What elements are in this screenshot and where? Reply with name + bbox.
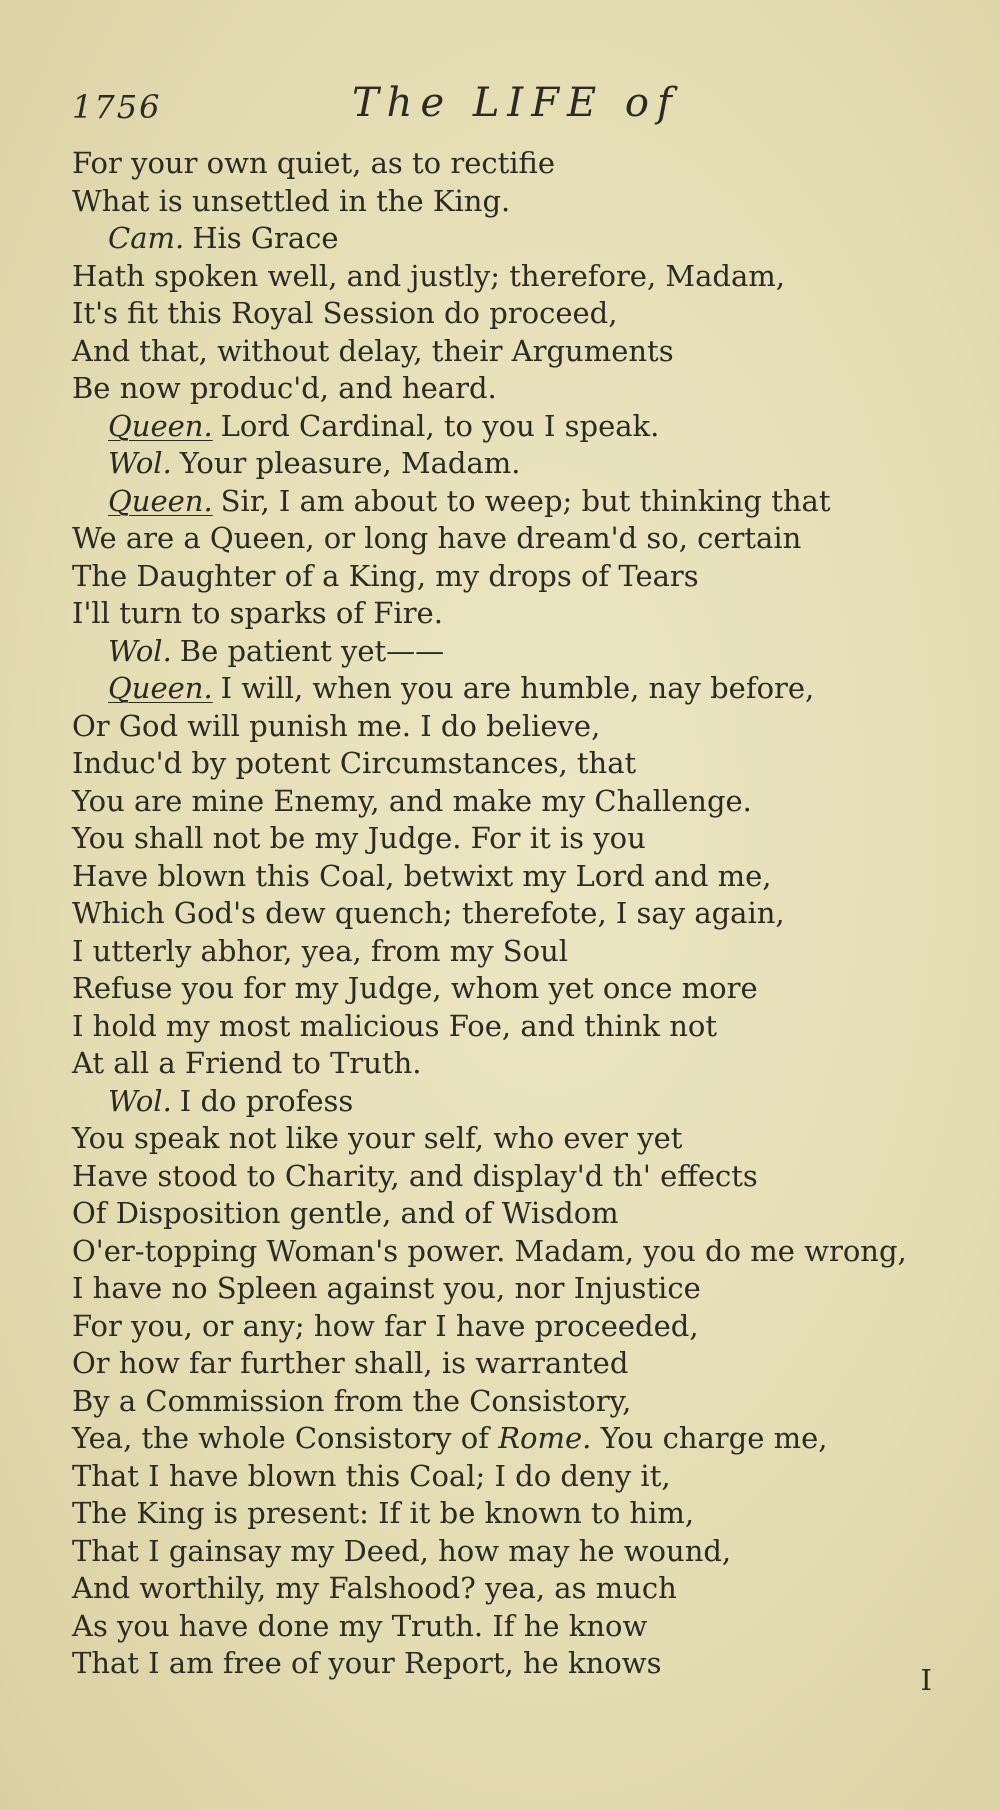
line-text: You charge me, <box>591 1421 828 1455</box>
catchword: I <box>920 1663 932 1697</box>
page-number: 1756 <box>72 88 162 126</box>
text-line <box>72 520 952 558</box>
line-text: At all a Friend to Truth. <box>72 1046 422 1080</box>
text-line <box>72 145 952 183</box>
speaker-name: Queen. <box>108 483 213 518</box>
line-text: Be now produc'd, and heard. <box>72 371 497 405</box>
line-text: That I gainsay my Deed, how may he wound, <box>72 1533 732 1568</box>
text-line <box>72 858 952 896</box>
line-text: Be patient yet—— <box>179 633 445 668</box>
text-line <box>72 295 952 333</box>
line-text: Sir, I am about to weep; but thinking that <box>220 483 831 518</box>
text-line <box>72 1345 952 1383</box>
line-text: Or God will punish me. I do believe, <box>72 708 601 743</box>
line-text: You are mine Enemy, and make my Challenge. <box>72 783 752 818</box>
text-line <box>72 1495 952 1533</box>
line-text: Which God's dew quench; therefote, I say again, <box>72 896 785 930</box>
line-text: Refuse you for my Judge, whom yet once more <box>72 971 758 1005</box>
text-line <box>72 970 952 1008</box>
text-line <box>72 1270 952 1308</box>
line-text: The Daughter of a King, my drops of Tears <box>72 558 699 593</box>
line-text: For you, or any; how far I have proceeded, <box>72 1308 699 1343</box>
line-text: Your pleasure, Madam. <box>179 446 521 480</box>
line-text: I will, when you are humble, nay before, <box>220 671 815 705</box>
text-line <box>72 1195 952 1233</box>
text-line <box>72 258 952 296</box>
text-line <box>72 1008 952 1046</box>
line-text: As you have done my Truth. If he know <box>72 1608 648 1643</box>
line-text: I hold my most malicious Foe, and think not <box>72 1008 717 1043</box>
speaker-name: Cam. <box>108 221 185 255</box>
text-line <box>72 783 952 821</box>
text-line <box>72 1233 952 1271</box>
speaker-name: Queen. <box>108 671 213 705</box>
text-line <box>72 1608 952 1646</box>
text-line <box>72 445 952 483</box>
text-line <box>72 1158 952 1196</box>
line-text: Have stood to Charity, and display'd th' effects <box>72 1158 758 1193</box>
line-text: You shall not be my Judge. For it is you <box>72 821 646 855</box>
text-line <box>72 370 952 408</box>
line-text: I have no Spleen against you, nor Injustice <box>72 1271 701 1305</box>
italic-word: Rome. <box>498 1421 592 1455</box>
line-text: That I have blown this Coal; I do deny it, <box>72 1458 671 1493</box>
text-line <box>72 1570 952 1608</box>
text-line <box>72 633 952 671</box>
line-text: Yea, the whole Consistory of <box>72 1421 499 1455</box>
line-text: I utterly abhor, yea, from my Soul <box>72 933 569 968</box>
line-text: His Grace <box>192 221 339 255</box>
text-line <box>72 333 952 371</box>
text-line <box>72 820 952 858</box>
running-title: The LIFE of <box>352 80 680 126</box>
text-line <box>72 933 952 971</box>
text-line <box>72 1045 952 1083</box>
line-text: Of Disposition gentle, and of Wisdom <box>72 1196 619 1230</box>
text-line <box>72 708 952 746</box>
text-line <box>72 1120 952 1158</box>
text-line <box>72 1458 952 1496</box>
text-line <box>72 183 952 221</box>
line-text: I'll turn to sparks of Fire. <box>72 596 443 630</box>
line-text: And worthily, my Falshood? yea, as much <box>72 1571 677 1605</box>
text-line <box>72 1383 952 1421</box>
line-text: What is unsettled in the King. <box>72 183 511 218</box>
text-line <box>72 595 952 633</box>
text-line <box>72 745 952 783</box>
text-line <box>72 1308 952 1346</box>
line-text: Lord Cardinal, to you I speak. <box>220 408 660 443</box>
speaker-name: Queen. <box>108 408 213 443</box>
line-text: Hath spoken well, and justly; therefore, Madam, <box>72 258 785 293</box>
text-line <box>72 670 952 708</box>
line-text: You speak not like your self, who ever yet <box>72 1121 683 1155</box>
line-text: That I am free of your Report, he knows <box>72 1646 662 1680</box>
play-text <box>72 145 952 1683</box>
page-header <box>72 80 680 130</box>
line-text: Have blown this Coal, betwixt my Lord and me, <box>72 858 772 893</box>
text-line <box>72 895 952 933</box>
speaker-name: Wol. <box>108 1083 172 1118</box>
line-text: Or how far further shall, is warranted <box>72 1346 629 1380</box>
line-text: By a Commission from the Consistory, <box>72 1383 632 1418</box>
text-line <box>72 220 952 258</box>
line-text: And that, without delay, their Arguments <box>72 333 674 368</box>
speaker-name: Wol. <box>108 446 172 480</box>
line-text: O'er-topping Woman's power. Madam, you do me wrong, <box>72 1233 907 1268</box>
line-text: For your own quiet, as to rectifie <box>72 146 556 180</box>
line-text: I do profess <box>179 1083 354 1118</box>
text-line <box>72 558 952 596</box>
speaker-name: Wol. <box>108 633 172 668</box>
line-text: We are a Queen, or long have dream'd so, certain <box>72 521 802 555</box>
text-line <box>72 1645 952 1683</box>
line-text: It's fit this Royal Session do proceed, <box>72 296 618 330</box>
text-line <box>72 408 952 446</box>
text-line <box>72 483 952 521</box>
line-text: Induc'd by potent Circumstances, that <box>72 746 637 780</box>
text-line <box>72 1533 952 1571</box>
text-line <box>72 1420 952 1458</box>
text-line <box>72 1083 952 1121</box>
line-text: The King is present: If it be known to him, <box>72 1496 695 1530</box>
